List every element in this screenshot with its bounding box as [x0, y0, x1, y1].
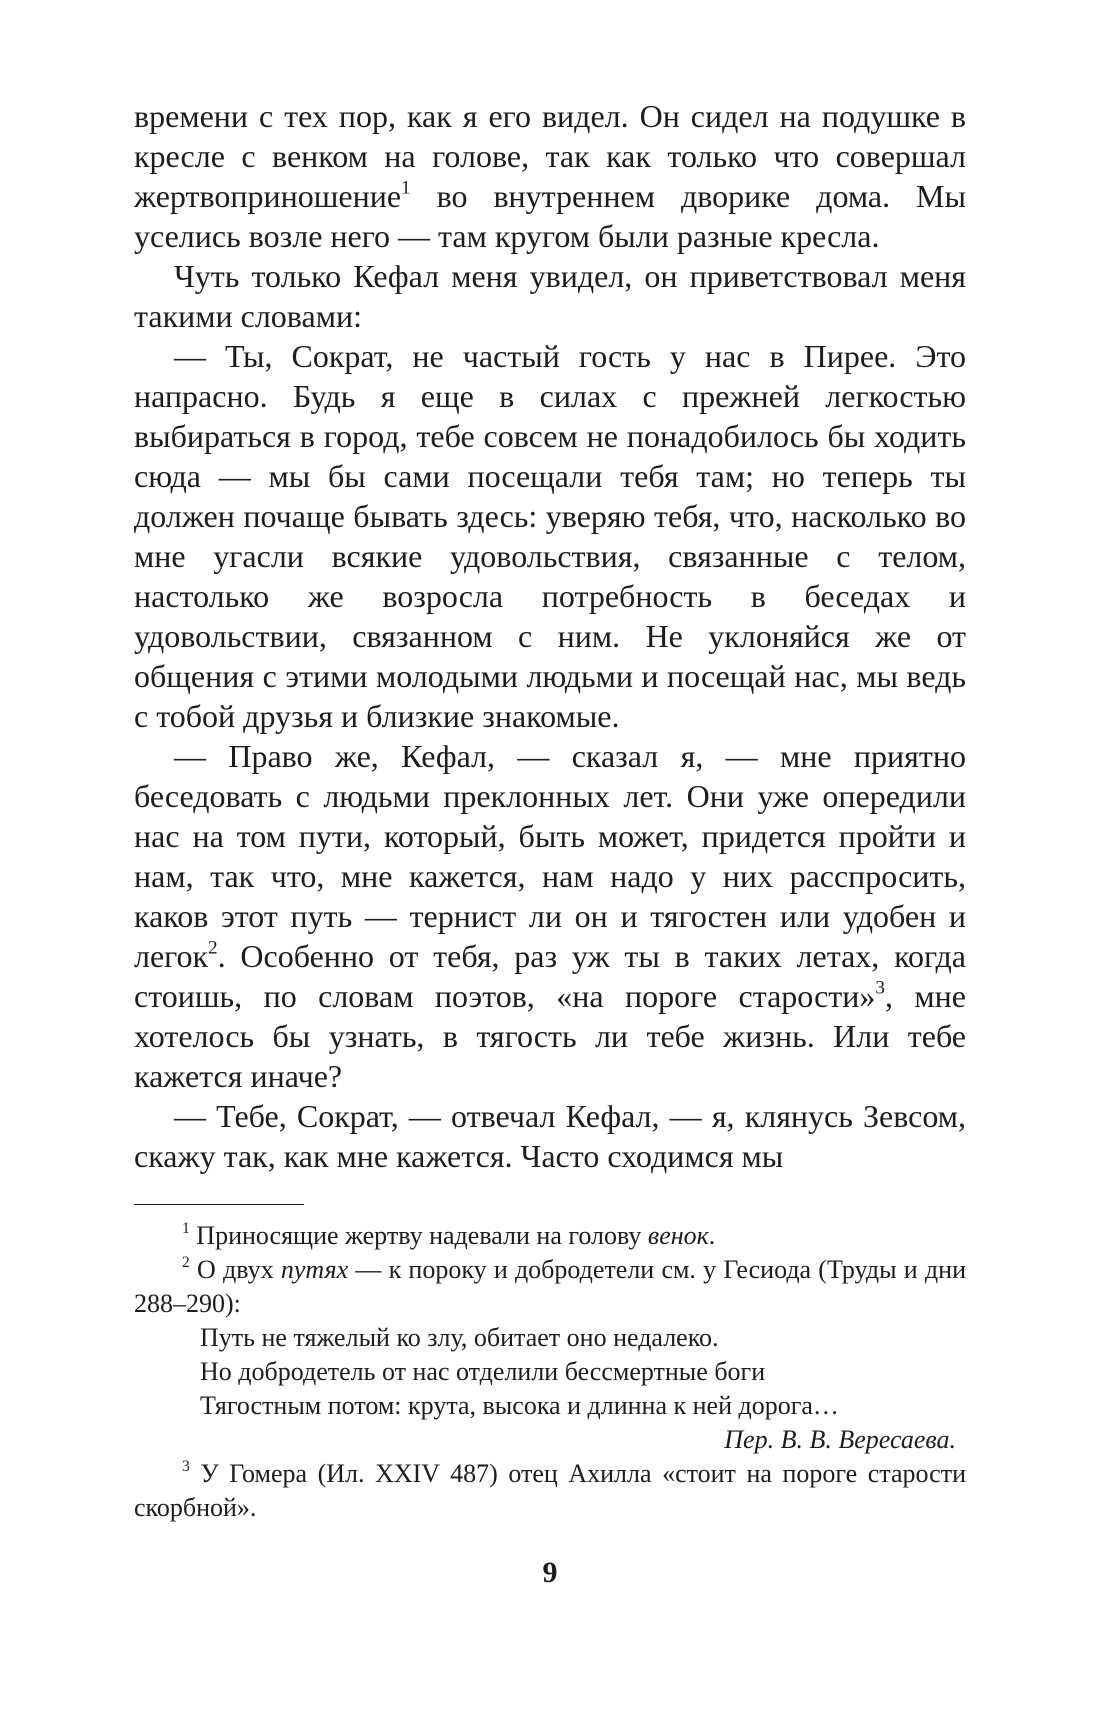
main-text	[134, 96, 966, 1176]
verse-line: Путь не тяжелый ко злу, обитает оно недалеко.	[200, 1323, 719, 1352]
hesiod-verse	[134, 1321, 966, 1457]
footnotes	[134, 1219, 966, 1525]
footnote-ref-3: 3	[875, 977, 885, 999]
paragraph-2: Чуть только Кефал меня увидел, он приветствовал меня такими словами:	[134, 258, 966, 334]
footnote-ref-2: 2	[208, 937, 218, 959]
footnote-3: $^3$ У Гомера (Ил. XXIV 487) отец Ахилла «стоит на пороге старости скорбной».	[134, 1458, 966, 1522]
verse-line: Тягостным потом: крута, высока и длинна к ней дорога…	[200, 1391, 839, 1420]
page-number: 9	[542, 1556, 558, 1589]
footnote-1: $^1$ Приносящие жертву надевали на голову венок.	[182, 1220, 716, 1250]
footnote-2: $^2$ О двух путях — к пороку и добродетели см. у Гесиода (Труды и дни 288–290):	[134, 1254, 966, 1318]
translator-credit: Пер. В. В. Вересаева.	[724, 1425, 956, 1454]
footnote-ref-1: 1	[401, 177, 411, 199]
paragraph-1: времени с тех пор, как я его видел. Он сидел на подушке в кресле с венком на голове, так как только что совершал жертвоприношение$^1$ во внутреннем дворике дома. Мы уселись возле него — там кругом были разные кресла.	[134, 98, 966, 254]
verse-line: Но добродетель от нас отделили бессмертные боги	[200, 1357, 766, 1386]
paragraph-3: — Ты, Сократ, не частый гость у нас в Пирее. Это напрасно. Будь я еще в силах с прежней легкостью выбираться в город, тебе совсем не понадобилось бы ходить сюда — мы бы сами посещали тебя там; но теперь ты должен почаще бывать здесь: уверяю тебя, что, насколько во мне угасли всякие удовольствия, связанные с телом, настолько же возросла потребность в беседах и удовольствии, связанном с ним. Не уклоняйся же от общения с этими молодыми людьми и посещай нас, мы ведь с тобой друзья и близкие знакомые.	[134, 338, 966, 734]
footnote-divider	[134, 1204, 304, 1205]
paragraph-4: — Право же, Кефал, — сказал я, — мне приятно беседовать с людьми преклонных лет. Они уже опередили нас на том пути, который, быть может, придется пройти и нам, так что, мне кажется, нам надо у них расспросить, каков этот путь — тернист ли он и тягостен или удобен и легок$^2$. Особенно от тебя, раз уж ты в таких летах, когда стоишь, по словам поэтов, «на пороге старости»$^3$, мне хотелось бы узнать, в тягость ли тебе жизнь. Или тебе кажется иначе?	[134, 738, 967, 1094]
paragraph-5: — Тебе, Сократ, — отвечал Кефал, — я, клянусь Зевсом, скажу так, как мне кажется. Часто сходимся мы	[134, 1098, 966, 1174]
